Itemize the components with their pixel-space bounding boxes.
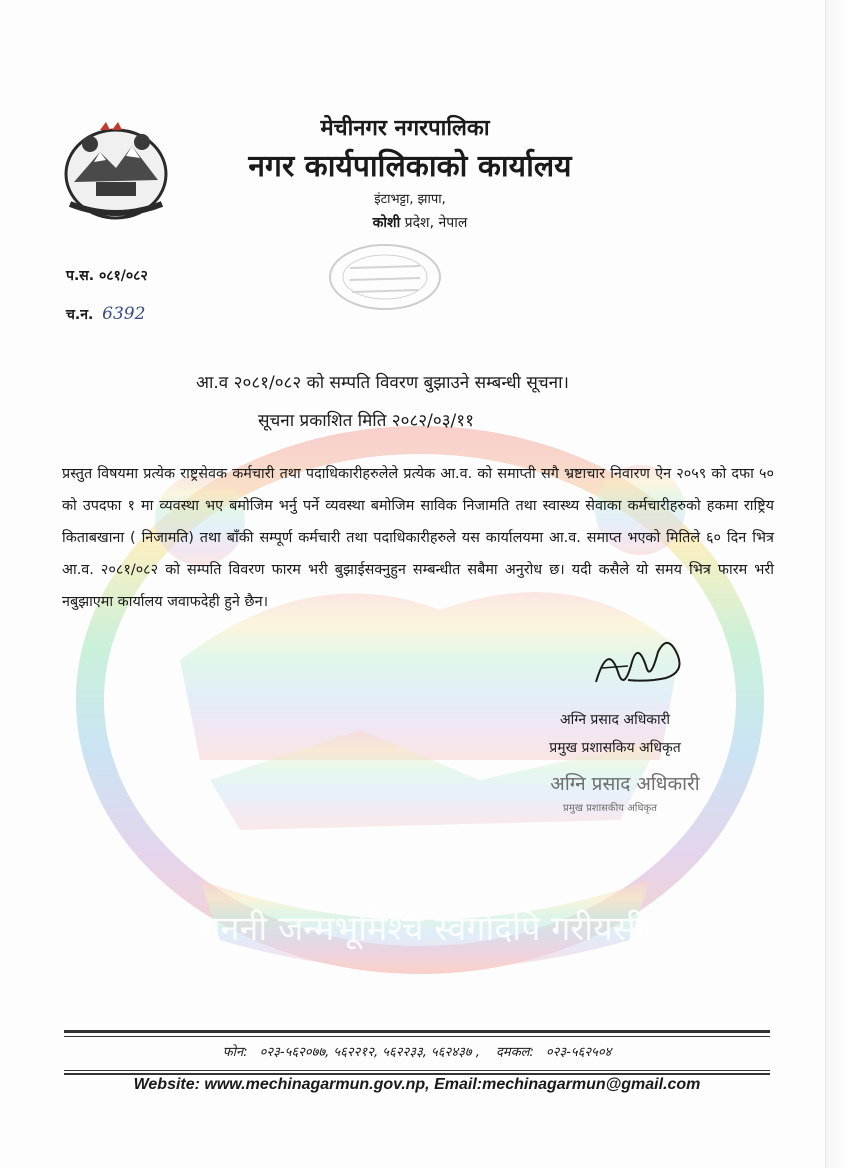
footer-rule-bottom-thin [64,1070,770,1071]
handwritten-signature [588,632,698,702]
office-name: नगर कार्यपालिकाको कार्यालय [248,149,572,184]
province-line [160,213,680,232]
phone-numbers: ०२३-५६२०७७, ५६२२१२, ५६२२३३, ५६२४३७ , [259,1045,480,1060]
footer-rule-top-thin [64,1036,770,1037]
ps-label: प.स. [66,268,95,284]
reference-block [66,266,148,342]
province-name: कोशी [372,215,401,231]
name-seal-title: प्रमुख प्रशासकीय अधिकृत [563,803,657,814]
cn-value: 6392 [102,304,146,324]
notice-subject: आ.व २०८१/०८२ को सम्पति विवरण बुझाउने सम्बन्धी सूचना। [196,373,569,393]
footer-rule-top [64,1030,770,1033]
letterhead [180,112,680,232]
phone-label: फोन: [222,1045,248,1060]
office-address: इंटाभट्टा, झापा, [374,192,446,207]
fire-number: ०२३-५६२५०४ [545,1045,612,1060]
signatory-name: अग्नि प्रसाद अधिकारी [559,712,671,728]
footer-rule-bottom [64,1073,770,1075]
signatory-block [540,706,690,762]
ps-value: ०८१/०८२ [98,268,148,284]
signatory-title: प्रमुख प्रशासकिय अधिकृत [549,740,681,756]
website-email-line[interactable]: Website: www.mechinagarmun.gov.np, Email:mechinagarmun@gmail.com [133,1076,701,1093]
page-edge [825,0,848,1168]
notice-body: प्रस्तुत विषयमा प्रत्येक राष्ट्रसेवक कर्मचारी तथा पदाधिकारीहरुलेले प्रत्येक आ.व. को समाप्ती सगै भ्रष्टाचार निवारण ऐन २०५९ को दफा ५० को उपदफा १ मा व्यवस्था भए बमोजिम भर्नु पर्ने व्यवस्था बमोजिम साविक निजामति तथा स्वास्थ्य सेवाका कर्मचारीहरुको हकमा राष्ट्रिय किताबखाना ( निजामति) तथा बाँकी सम्पूर्ण कर्मचारी तथा पदाधिकारीहरुले यस कार्यालयमा आ.व. समाप्त भएको मितिले ६० दिन भित्र आ.व. २०८१/०८२ को सम्पति विवरण फारम भरी बुझाईसक्नुहुन सम्बन्धीत सबैमा अनुरोध छ। यदी कसैले यो समय भित्र फारम भरी नबुझाएमा कार्यालय जवाफदेही हुने छैन। [62,466,774,610]
name-seal: अग्नि प्रसाद अधिकारी [550,773,700,795]
fire-label: दमकल: [496,1045,534,1060]
fiscal-year-reference [66,266,148,304]
municipality-name: मेचीनगर नगरपालिका [320,115,490,141]
province-suffix: प्रदेश, नेपाल [404,215,468,231]
office-stamp [320,238,450,316]
emblem-motto: जननी जन्मभूमिश्च स्वर्गादपि गरीयसी [195,909,645,949]
dispatch-number [66,304,148,342]
contact-line [64,1042,770,1060]
notice-published-date: सूचना प्रकाशित मिति २०८२/०३/११ [258,411,474,431]
cn-label: च.न. [66,307,94,323]
